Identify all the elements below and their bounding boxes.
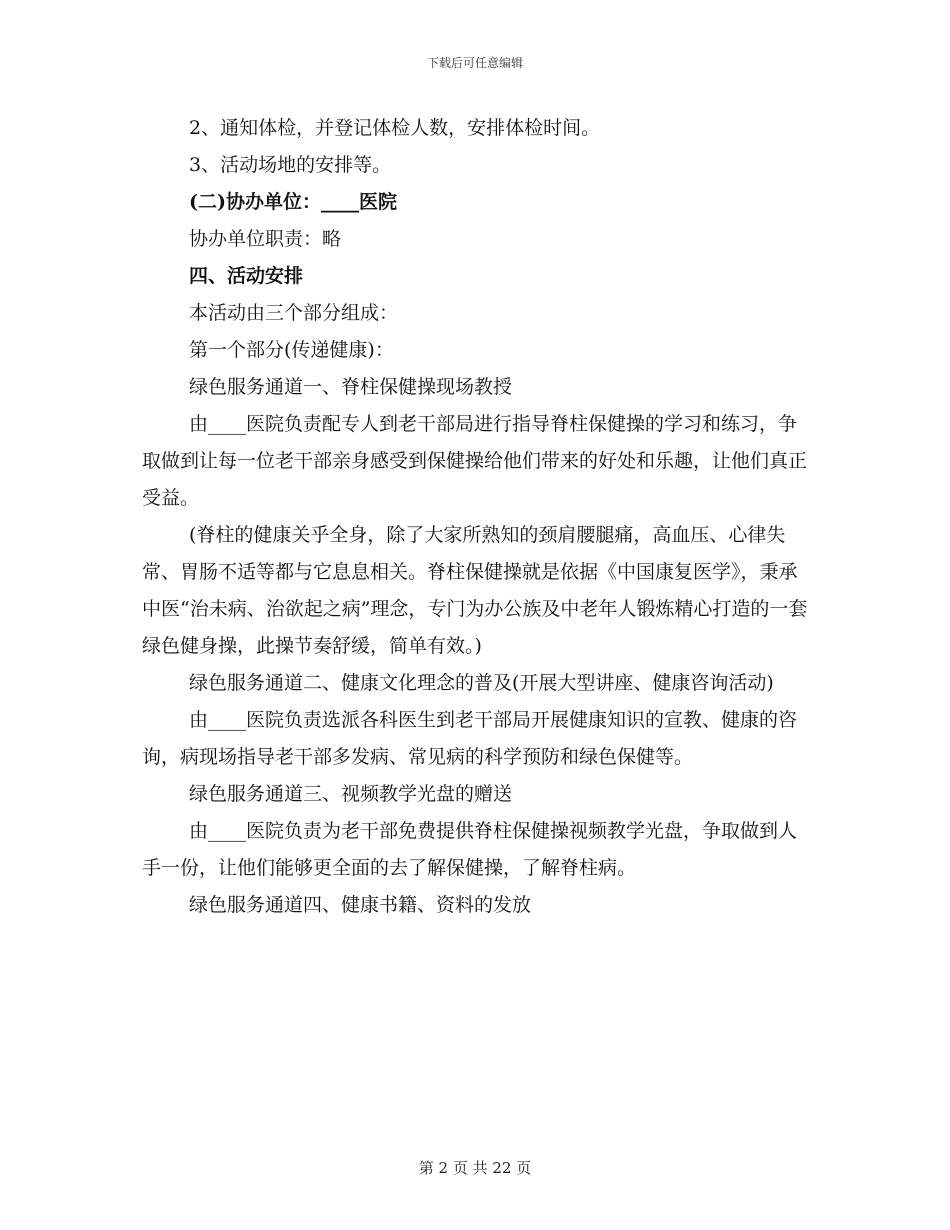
paragraph-three-parts: 本活动由三个部分组成： [189,302,399,324]
paragraph-part-one: 第一个部分(传递健康)： [189,339,394,361]
paragraph-health-consultation: 由____医院负责选派各科医生到老干部局开展健康知识的宣教、健康的咨询，病现场指导老干部多发病、常见病的科学预防和绿色保健等。 [142,709,798,768]
paragraph-green-channel-two: 绿色服务通道二、健康文化理念的普及(开展大型讲座、健康咨询活动) [189,672,774,694]
paragraph-green-channel-three: 绿色服务通道三、视频教学光盘的赠送 [189,783,513,805]
heading-activity-arrangement: 四、活动安排 [189,265,304,287]
paragraph-video-disc: 由____医院负责为老干部免费提供脊柱保健操视频教学光盘，争取做到人手一份，让他们能够更全面的去了解保健操，了解脊柱病。 [142,820,798,879]
page-header-note: 下载后可任意编辑 [426,56,523,70]
page-number-footer: 第 2 页 共 22 页 [418,1159,532,1177]
paragraph-spine-health-note: (脊柱的健康关乎全身，除了大家所熟知的颈肩腰腿痛，高血压、心律失常、胃肠不适等都与它息息相关。脊柱保健操就是依据《中国康复医学》，秉承中医“治未病、治欲起之病”理念，专门为办公族及中老年人锻炼精心打造的一套绿色健身操，此操节奏舒缓，简单有效。) [142,524,808,657]
paragraph-spine-exercise-training: 由____医院负责配专人到老干部局进行指导脊柱保健操的学习和练习，争取做到让每一位老干部亲身感受到保健操给他们带来的好处和乐趣，让他们真正受益。 [142,413,808,509]
document-body [142,110,810,924]
paragraph-notify-checkup: 2、通知体检，并登记体检人数，安排体检时间。 [189,117,601,139]
paragraph-co-organizer-duty: 协办单位职责：略 [189,228,342,250]
heading-co-organizer: (二)协办单位：____医院 [189,191,397,213]
paragraph-venue-arrangement: 3、活动场地的安排等。 [189,154,392,176]
paragraph-green-channel-four: 绿色服务通道四、健康书籍、资料的发放 [189,894,532,916]
paragraph-green-channel-one: 绿色服务通道一、脊柱保健操现场教授 [189,376,513,398]
